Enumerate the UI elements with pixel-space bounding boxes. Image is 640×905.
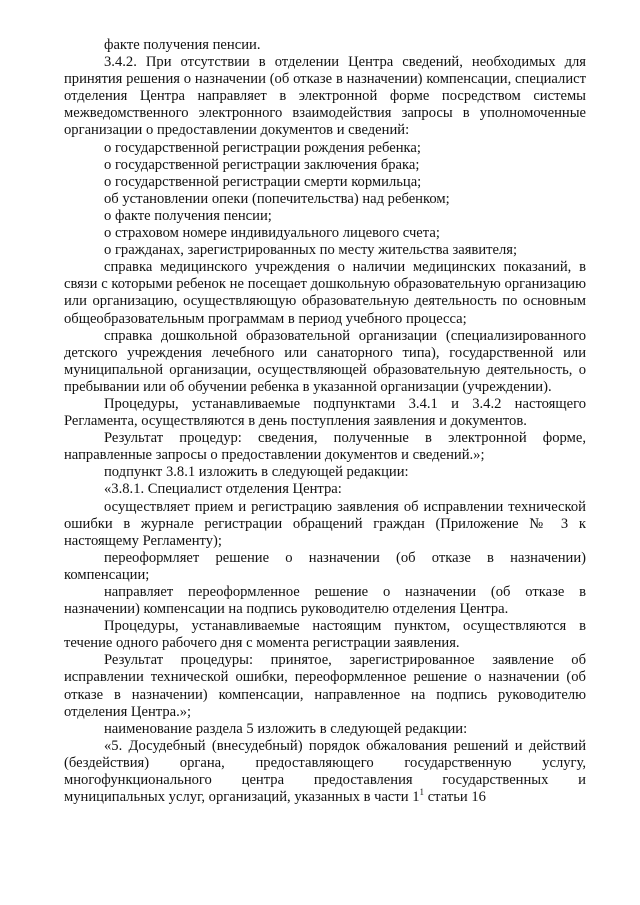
section-title-tail: статьи 16 bbox=[424, 789, 486, 806]
paragraph: направляет переоформленное решение о назначении (об отказе в назначении) компенсации на подпись руководителю отделения Центра. bbox=[64, 584, 586, 618]
list-item: об установлении опеки (попечительства) над ребенком; bbox=[104, 190, 450, 207]
paragraph-section-5-title bbox=[64, 738, 586, 806]
superscript: 1 bbox=[419, 787, 425, 798]
paragraph: переоформляет решение о назначении (об отказе в назначении) компенсации; bbox=[64, 549, 586, 583]
paragraph: Результат процедур: сведения, полученные в электронной форме, направленные запросы о предоставлении документов и сведений.»; bbox=[64, 430, 586, 464]
paragraph: «3.8.1. Специалист отделения Центра: bbox=[104, 481, 342, 498]
paragraph: подпункт 3.8.1 изложить в следующей редакции: bbox=[104, 464, 409, 481]
list-item: о государственной регистрации рождения ребенка; bbox=[104, 139, 421, 156]
list-item: о государственной регистрации заключения брака; bbox=[104, 156, 420, 173]
paragraph: осуществляет прием и регистрацию заявления об исправлении технической ошибки в журнале регистрации обращений граждан (Приложение № 3 к настоящему Регламенту); bbox=[64, 498, 586, 549]
paragraph: наименование раздела 5 изложить в следующей редакции: bbox=[104, 720, 468, 737]
list-item: о страховом номере индивидуального лицевого счета; bbox=[104, 225, 440, 242]
paragraph: Результат процедуры: принятое, зарегистрированное заявление об исправлении технической ошибки, переоформленное решение о назначении (об отказе в назначении) компенсации, направленное на подпись руководителю отделения Центра.»; bbox=[64, 652, 586, 720]
list-item: справка дошкольной образовательной организации (специализированного детского учреждения лечебного или санаторного типа), государственной или муниципальной организации, осуществляющей образовательную деятельность, о пребывании или об обучении ребенка в указанной организации (учреждении). bbox=[64, 327, 586, 395]
paragraph: Процедуры, устанавливаемые настоящим пунктом, осуществляются в течение одного рабочего дня с момента регистрации заявления. bbox=[64, 618, 586, 652]
paragraph: 3.4.2. При отсутствии в отделении Центра сведений, необходимых для принятия решения о назначении (об отказе в назначении) компенсации, специалист отделения Центра направляет в электронной форме посредством системы межведомственного электронного взаимодействия запросы в уполномоченные организации о предоставлении документов и сведений: bbox=[64, 54, 586, 139]
list-item: о факте получения пенсии; bbox=[104, 207, 272, 224]
paragraph: факте получения пенсии. bbox=[104, 37, 261, 53]
list-item: о гражданах, зарегистрированных по месту жительства заявителя; bbox=[104, 242, 518, 259]
section-title-text: «5. Досудебный (внесудебный) порядок обжалования решений и действий (бездействия) органа, предоставляющего государственную услугу, многофункционального центра предоставления государственных и муниципальных услуг, организаций, указанных в части 1 bbox=[64, 737, 586, 806]
paragraph: Процедуры, устанавливаемые подпунктами 3.4.1 и 3.4.2 настоящего Регламента, осуществляются в день поступления заявления и документов. bbox=[64, 395, 586, 430]
list-item: справка медицинского учреждения о наличии медицинских показаний, в связи с которыми ребенок не посещает дошкольную образовательную организацию или организацию, осуществляющую образовательную деятельность по основным общеобразовательным программам в период учебного процесса; bbox=[64, 259, 586, 327]
list-item: о государственной регистрации смерти кормильца; bbox=[104, 173, 422, 190]
document-body bbox=[64, 37, 586, 806]
